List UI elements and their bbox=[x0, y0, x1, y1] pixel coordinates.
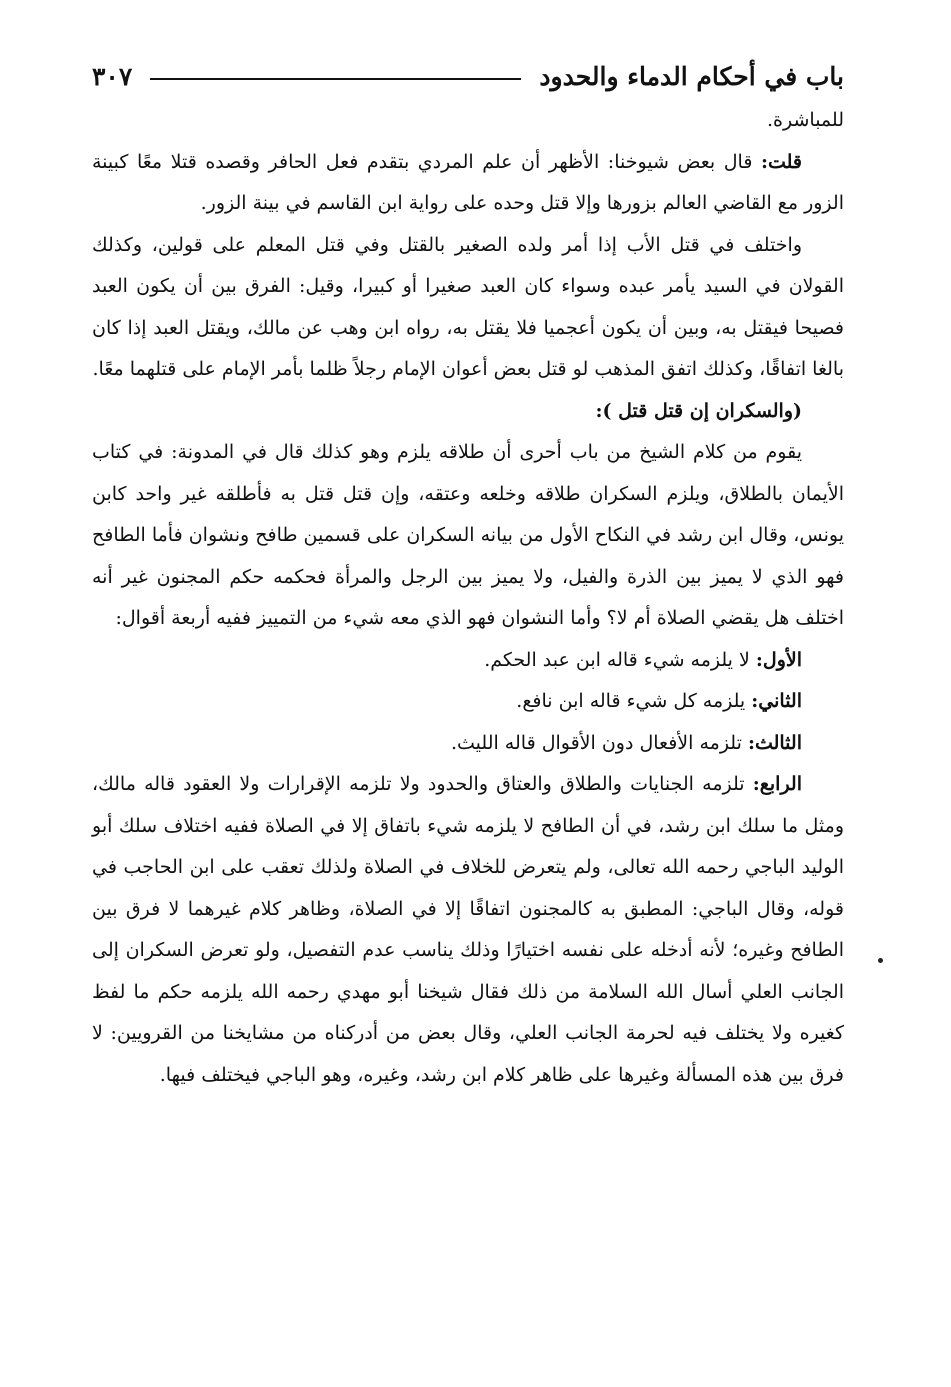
paragraph-text: قال بعض شيوخنا: الأظهر أن علم المردي بتقدم فعل الحافر وقصده قتلا معًا كبينة الزور مع القاضي العالم بزورها وإلا قتل وحده على رواية ابن القاسم في بينة الزور. bbox=[92, 150, 844, 214]
opinion-lead: الأول: bbox=[755, 648, 802, 671]
paragraph-lead: قلت: bbox=[760, 150, 802, 173]
opinion-second bbox=[92, 681, 844, 723]
opinion-text: يلزمه كل شيء قاله ابن نافع. bbox=[516, 690, 752, 712]
paragraph-text: واختلف في قتل الأب إذا أمر ولده الصغير بالقتل وفي قتل المعلم على قولين، وكذلك القولان في السيد يأمر عبده وسواء كان العبد صغيرا أو كبيرا، وقيل: الفرق بين أن يكون العبد فصيحا فيقتل به، وبين أن يكون أعجميا فلا يقتل به، رواه ابن وهب عن مالك، ويقتل العبد إذا كان بالغا اتفاقًا، وكذلك اتفق المذهب لو قتل بعض أعوان الإمام رجلاً ظلما بأمر الإمام على قتلهما معًا. bbox=[92, 233, 844, 380]
page-body bbox=[92, 100, 844, 1096]
paragraph-qult bbox=[92, 142, 844, 225]
opinion-text: تلزمه الأفعال دون الأقوال قاله الليث. bbox=[450, 731, 748, 754]
opinion-text: لا يلزمه شيء قاله ابن عبد الحكم. bbox=[484, 648, 756, 671]
opinion-first bbox=[92, 640, 844, 682]
section-heading bbox=[92, 391, 844, 433]
paragraph-ikhtalaf bbox=[92, 225, 844, 391]
opinion-lead: الثالث: bbox=[747, 731, 802, 754]
page-number: ٣٠٧ bbox=[92, 61, 133, 91]
paragraph-continuation bbox=[92, 100, 844, 142]
opinion-fourth bbox=[92, 764, 844, 1096]
paragraph-text: للمباشرة. bbox=[767, 109, 844, 131]
header-rule bbox=[150, 78, 521, 80]
paragraph-text: يقوم من كلام الشيخ من باب أحرى أن طلاقه يلزم وهو كذلك قال في المدونة: في كتاب الأيمان بالطلاق، ويلزم السكران طلاقه وخلعه وعتقه، وإن قتل قتل به فأطلقه غير واحد كابن يونس، وقال ابن رشد في النكاح الأول من بيانه السكران على قسمين طافح ونشوان فأما الطافح فهو الذي لا يميز بين الذرة والفيل، ولا يميز بين الرجل والمرأة فحكمه حكم المجنون غير أنه اختلف هل يقضي الصلاة أم لا؟ وأما النشوان فهو الذي معه شيء من التمييز ففيه أربعة أقوال: bbox=[92, 441, 844, 629]
page-header bbox=[92, 56, 844, 96]
opinion-lead: الثاني: bbox=[751, 690, 802, 712]
running-title: باب في أحكام الدماء والحدود bbox=[539, 61, 844, 91]
margin-mark bbox=[878, 958, 883, 963]
opinion-lead: الرابع: bbox=[752, 773, 802, 795]
opinion-text: تلزمه الجنايات والطلاق والعتاق والحدود ولا تلزمه الإقرارات ولا العقود قاله مالك، ومثل ما سلك ابن رشد، في أن الطافح لا يلزمه شيء باتفاق إلا في الصلاة ففيه اختلاف سلك أبو الوليد الباجي رحمه الله تعالى، ولم يتعرض للخلاف في الصلاة ولذلك تعقب على ابن الحاجب في قوله، وقال الباجي: المطبق به كالمجنون اتفاقًا إلا في الصلاة، وظاهر كلام غيرهما لا فرق بين الطافح وغيره؛ لأنه أدخله على نفسه اختيارًا وذلك يناسب عدم التفصيل، ولو تعرض السكران إلى الجانب العلي أسال الله السلامة من ذلك فقال شيخنا أبو مهدي رحمه الله يلزمه حكم ما لفظ كغيره ولا يختلف فيه لحرمة الجانب العلي، وقال بعض من أدركناه من مشايخنا من القرويين: لا فرق بين هذه المسألة وغيرها على ظاهر كلام ابن رشد، وغيره، وهو الباجي فيختلف فيها. bbox=[92, 773, 844, 1086]
paragraph-commentary bbox=[92, 432, 844, 640]
section-heading-text: (والسكران إن قتل قتل ): bbox=[595, 399, 802, 422]
opinion-third bbox=[92, 723, 844, 765]
